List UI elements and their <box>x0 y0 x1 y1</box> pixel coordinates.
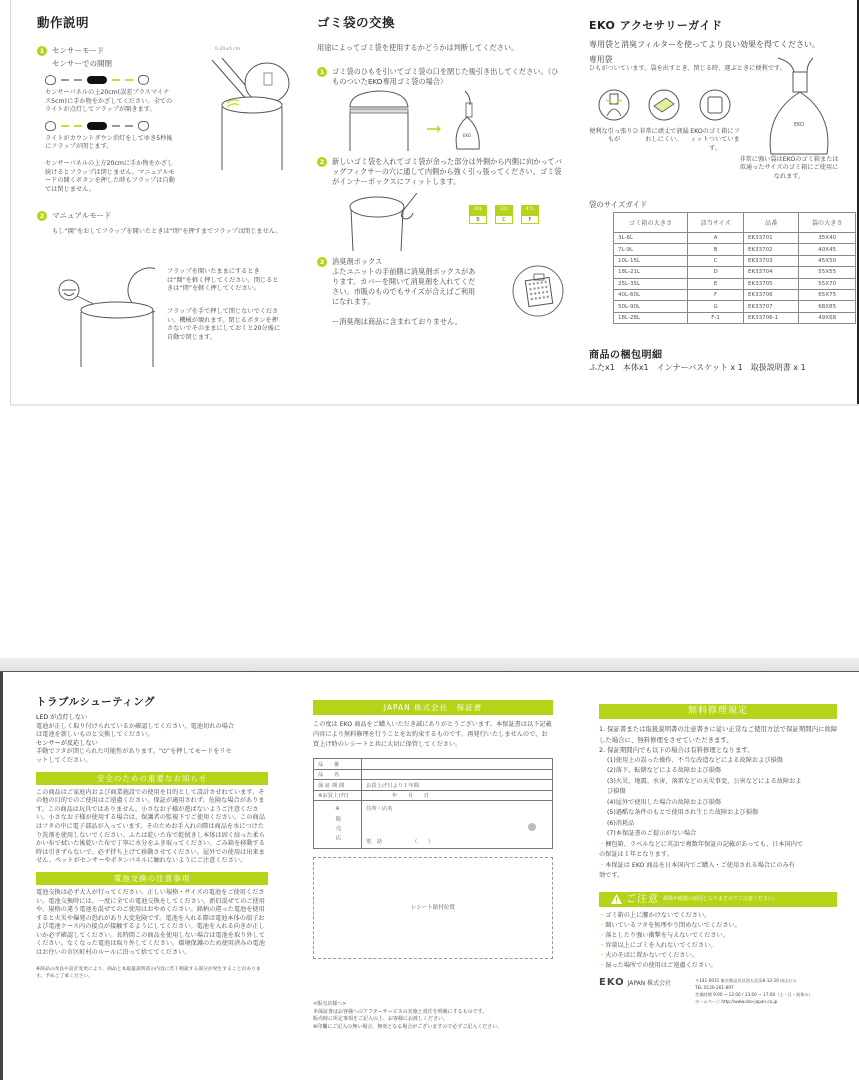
bag-heading: 専用袋 <box>589 55 613 64</box>
table-row: 品 名 <box>314 769 553 780</box>
list-item: ・ 落としたり強い衝撃を与えないでください。 <box>599 931 849 941</box>
bag-step-3: 3 消臭剤ボックス ふたユニットの手前側に消臭剤ボックスがあります。カバーを開いて消臭剤を入れてください。市販のものでもサイズが合えばご利用になれます。 ー消臭剤は商品に含まれておりません。 <box>317 257 577 327</box>
sheet-divider <box>0 658 859 672</box>
troubleshooting-list: LED が点灯しない 電池が正しく取り付けられているか確認してください。電池切れの場合は電池を新しいものと交換してください。 センサーが反応しない 手動でフタが閉じられた可能性があります。“⏻”を押してモードをリセットしてください。 <box>36 714 271 766</box>
package-title: 商品の梱包明細 <box>589 350 663 361</box>
battery-notice-bar: 電池交換の注意事項 <box>36 872 268 885</box>
warranty-period-value: お買上げ日より１年間 <box>362 780 553 791</box>
bag-size-chips <box>469 205 547 225</box>
close-button-icon <box>138 121 149 131</box>
accessory-panel <box>589 0 857 404</box>
distance-note: 0-20±5 cm <box>215 47 241 52</box>
bag-feature: EKOのゴミ箱にフィットついています。 <box>689 88 741 182</box>
deodorizer-box-label: 消臭剤ボックス <box>332 257 383 266</box>
sensor-mode-heading: 1 センサーモード 0-20±5 cm <box>37 45 292 56</box>
list-item: (3)火災、地震、水害、落雷などの天災事変、公害などによる故障および損傷 <box>607 777 802 795</box>
product-number-field[interactable] <box>362 759 553 770</box>
table-header-row: ゴミ箱の大きさ 該当サイズ 品番 袋の大きさ <box>614 213 856 233</box>
sensor-trash-can-illustration <box>207 55 297 170</box>
troubleshooting-title: トラブルシューティング <box>36 696 156 708</box>
company-logo: EKO JAPAN 株式会社 <box>599 976 672 988</box>
company-info <box>599 977 849 1005</box>
caution-list <box>599 911 849 971</box>
list-item: (6)消耗品 <box>607 819 635 827</box>
fit-icon <box>698 88 732 122</box>
sensor-subtitle: センサーでの開閉 <box>52 59 112 68</box>
svg-text:EKO: EKO <box>794 121 805 128</box>
manual-trash-can-illustration <box>55 262 155 367</box>
operation-panel <box>37 0 292 404</box>
package-contents: ふたx1 本体x1 インナーバスケット x 1 取扱説明書 x 1 <box>589 363 806 372</box>
sensor-para-2: ライトがカウントダウン消灯をしてゆき5秒後にフラップが閉じます。 <box>45 134 173 151</box>
step-number-badge: 3 <box>317 257 327 267</box>
leakproof-icon <box>647 88 681 122</box>
bag-note: 非常に強い袋はEKOのゴミ箱または似通ったサイズのゴミ箱にご使用になれます。 <box>739 155 839 180</box>
accessory-intro: 専用袋と消臭フィルターを使ってより良い効果を得てください。 <box>589 40 821 49</box>
eko-bag-illustration <box>763 56 833 156</box>
deodorizer-note: ー消臭剤は商品に含まれておりません。 <box>332 317 462 326</box>
footnote: ※商品の改良や設計変更により、商品と本取扱説明書の内容に若干相違する部分が発生することがあります。予めご了承ください。 <box>36 966 261 979</box>
problem-sensor: センサーが反応しない <box>36 739 98 747</box>
bag-feature: 非常に頑丈で液漏れしにくい。 <box>639 88 689 182</box>
table-row: 3L-6L A EK33701 35X40 <box>614 233 856 244</box>
repair-panel <box>599 672 849 1080</box>
battery-notice-text: 電池交換は必ず大人が行ってください。正しい規格・サイズの電池をご使用ください。電池交換時には、一度に全ての電池交換をしてください。新旧混ぜてのご使用や、規格の違う電池を混ぜてのご使用はおやめください。銘柄の違った電池を使用すると火災や爆発の恐れがあり大変危険です。電池を入れる際は電池本体の端子および電池ケース内の接点が接触するようにしてください。電池を入れる向きが正しいか必ず確認してください。長時間この商品を使用しない場合は電池を取り外してください。なくなった電池は取り外してください。環境保護のため使用済みの電池はお住いの市区町村のルールに沿って捨ててください。 <box>36 888 265 957</box>
problem-led: LED が点灯しない <box>36 714 88 721</box>
safety-notice-text: この商品はご家庭内および商業施設での使用を目的として設計させれています。その他の目的でのご使用はご遠慮ください。保証が適用されず、危険な場合があります。この商品は玩具ではありません。小さなお子様が遊ばないようご注意ください。小さなお子様が使用する場合は、保護者の監視下でご使用ください。この商品はフタの中に電子部品が入っています。そのためお手入れの際は商品を水につけたり洗剤を使用しないでください。ふたは乾いた布で乾拭きし本体は固く絞った柔らかい布で拭いた後乾いた布で丁寧に水分をふき取ってください。ごみ箱を移動する時は引きずらないで、必ず持ち上げて移動させてください。屋外での使用は出来ません。ペットがセンサーやボタンパネルに触れないようにご注意ください。 <box>36 788 265 865</box>
instruction-sheet-front <box>10 0 859 406</box>
table-row: 品 番 <box>314 759 553 770</box>
table-row: 保 証 期 間 お買上げ日より１年間 <box>314 780 553 791</box>
list-item: ・ ゴミ箱の上に腰かけないでください。 <box>599 911 849 921</box>
stamp-mark <box>528 823 536 831</box>
list-item: ・ 梱包箱、ラベルなどに英語で複数年保証の記載があっても、日本国内での保証は１年となります。 <box>599 840 809 861</box>
receipt-attach-area: レシート貼付位置 <box>313 857 553 959</box>
table-row: 50L-90L G EK33707 68X85 <box>614 301 856 312</box>
instruction-sheet-back <box>0 672 859 1080</box>
bag-chip: $\frac{47L}{F}$ <box>521 205 539 224</box>
product-name-field[interactable] <box>362 769 553 780</box>
bag-step-2: 2 新しいゴミ袋を入れてゴミ袋が余った部分は外側から内側に向かってバッグフィクサーの穴に通して内側から強く引っ張ってください。ゴミ袋がインナーボックスにフィットします。 <box>317 157 577 187</box>
accessory-title: EKO アクセサリーガイド <box>589 19 723 32</box>
size-guide-title: 袋のサイズガイド <box>589 200 648 209</box>
bag-removal-illustration <box>345 89 495 151</box>
table-row: ※お買上げ日 年 月 日 <box>314 790 553 801</box>
bag-chip: $\frac{32L}{C}$ <box>495 205 513 224</box>
bag-insert-illustration <box>347 193 427 251</box>
open-button-icon <box>45 121 56 131</box>
sensor-para-3: センサーパネルの上方20cmに手か物をかざし続けるとフラップは閉じません。マニュアルモードの開くボタンを押した時もフラップは自動では閉じません。 <box>45 159 175 193</box>
sensor-panel-icon <box>87 76 107 84</box>
step-number-badge: 1 <box>37 46 47 56</box>
warranty-intro: この度は EKO 商品をご購入いただき誠にありがとうございます。本保証書は以下記載内容により無料修理を行うことをお約束するものです。再発行いたしませんので、お買上げ時のレシートと共に大切に保管してください。 <box>313 721 552 748</box>
manual-para-2: フラップを開いたままにするときは“開”を軽く押してください。閉じるときは“閉”を軽く押してください。 <box>167 268 279 293</box>
dealer-notes: <販売店様へ> 本保証書はお客様へのアフターサービスの実施と責任を明確にするものです。 販売時に所定事項をご記入の上、お客様にお渡しください。 ※印欄にご記入の無い場合、無効となる場合がございますので必ずご記入ください。 <box>313 1001 503 1030</box>
list-item: (5)過酷な条件のもとで使用され生じた故障および損傷 <box>607 809 759 816</box>
drawstring-icon <box>597 88 631 122</box>
bag-step-1: 1 ゴミ袋のひもを引いてゴミ袋の口を閉じた後引き出してください。（ひものついたEKO専用ゴミ袋の場合） <box>317 67 577 87</box>
bag-description: ひもがついています。袋を出すとき、閉じる時、運ぶときに便利です。 <box>589 65 786 72</box>
dealer-field[interactable]: 住所・店名 電 話 （ ） <box>362 801 553 849</box>
list-item: (2)落下、転倒などによる故障および損傷 <box>607 767 721 774</box>
bag-illustration-block <box>741 88 851 182</box>
table-row: ※販売店 住所・店名 電 話 （ ） <box>314 801 553 849</box>
table-row: 25L-35L E EK33705 55X70 <box>614 278 856 289</box>
repair-rules-bar: 無料修理規定 <box>599 704 837 719</box>
manual-para-1: もし“開”をおしてフラップを開いたときは“閉”を押すまでフラップは閉じません。 <box>52 228 282 235</box>
troubleshooting-panel <box>36 672 271 1080</box>
company-website: ホームページ http://www.eko-japan.co.jp <box>695 998 778 1004</box>
manual-para-3: フラップを手で押して閉じないでください。機械が壊れます。閉じるボタンを押さないでそのままにしておくと20分後に自動で閉じます。 <box>167 308 281 341</box>
close-button-icon <box>138 75 149 85</box>
repair-rule-1: 1. 保証書または取扱説明書の注意書きに従い正常なご使用方法で保証期間内に故障した場合に、無料修理をさせていただきます。 <box>599 725 838 744</box>
paid-repair-cases <box>607 756 849 840</box>
list-item: (4)屋外で使用した場合の故障および損傷 <box>607 798 721 806</box>
step-number-badge: 2 <box>317 157 327 167</box>
bag-size-table <box>613 212 856 324</box>
repair-rule-2: 2. 保証期間内でも以下の場合は有料修理となります。 <box>599 746 754 754</box>
company-contact: 〒141-0031 東京都品川区西五反田8-12-10 向山ビル TEL 0120-261-897 営業時間 9:00 ~ 12:00 / 13:00 ~ 17:00（土・日・祝休み） ホームページ http://www.eko-japan.co.jp <box>695 977 813 1004</box>
list-item: ・ 湿った場所での使用はご遠慮ください。 <box>599 961 849 971</box>
purchase-date-field[interactable]: 年 月 日 <box>362 790 553 801</box>
warning-icon <box>611 894 622 904</box>
operation-title: 動作説明 <box>37 15 90 30</box>
warranty-form-table <box>313 758 553 849</box>
list-item: (1)使用上の誤った操作、不当な改造などによる故障および損傷 <box>607 756 783 764</box>
safety-notice-bar: 安全のための重要なお知らせ <box>36 772 268 785</box>
table-row: 40L-60L F EK33706 65X75 <box>614 289 856 300</box>
list-item: ・ 本保証は EKO 商品を日本国内でご購入・ご使用される場合にのみ有効です。 <box>599 861 799 882</box>
sensor-panel-icon <box>87 122 107 130</box>
bag-chip: $\frac{30L}{B}$ <box>469 205 487 224</box>
bag-feature: 便利な引っ張りひもが <box>589 88 639 182</box>
warranty-panel <box>313 672 558 1080</box>
sensor-para-1: センサーパネルの上20cm(誤差プラスマイナス5cm)に手か物をかざしてください。全てのライトが点灯してフラップが開きます。 <box>45 89 173 114</box>
bag-exchange-panel <box>317 0 577 404</box>
manual-mode-heading: 2 マニュアルモード <box>37 210 111 221</box>
list-item: (7)本保証書のご提示がない場合 <box>607 830 697 837</box>
list-item: ・ 開いているフタを無理やり閉めないでください。 <box>599 921 849 931</box>
list-item: ・ 容量以上にゴミを入れないでください。 <box>599 941 849 951</box>
warranty-bar: JAPAN 株式会社 保証書 <box>313 700 553 715</box>
deodorizer-box-icon <box>512 265 564 317</box>
bag-exchange-intro: 用途によってゴミ袋を使用するかどうかは判断してください。 <box>317 43 519 52</box>
step-number-badge: 2 <box>37 211 47 221</box>
open-button-icon <box>45 75 56 85</box>
table-row: 18L-21L D EK33704 55X55 <box>614 267 856 278</box>
bag-feature-list <box>589 88 857 182</box>
table-row: 7L-9L B EK33702 40X45 <box>614 244 856 255</box>
caution-bar: ご注意 故障や破損の原因となりますのでご注意ください。 <box>599 892 837 907</box>
bag-exchange-title: ゴミ袋の交換 <box>317 15 396 30</box>
table-row: 10L-15L C EK33703 45X50 <box>614 255 856 266</box>
table-row: 18L-28L F-1 EK33706-1 49X68 <box>614 312 856 323</box>
step-number-badge: 1 <box>317 67 327 77</box>
svg-text:EKO: EKO <box>463 133 472 138</box>
list-item: ・ 火のそばに置かないでください。 <box>599 951 849 961</box>
eko-logo: EKO <box>599 976 625 988</box>
